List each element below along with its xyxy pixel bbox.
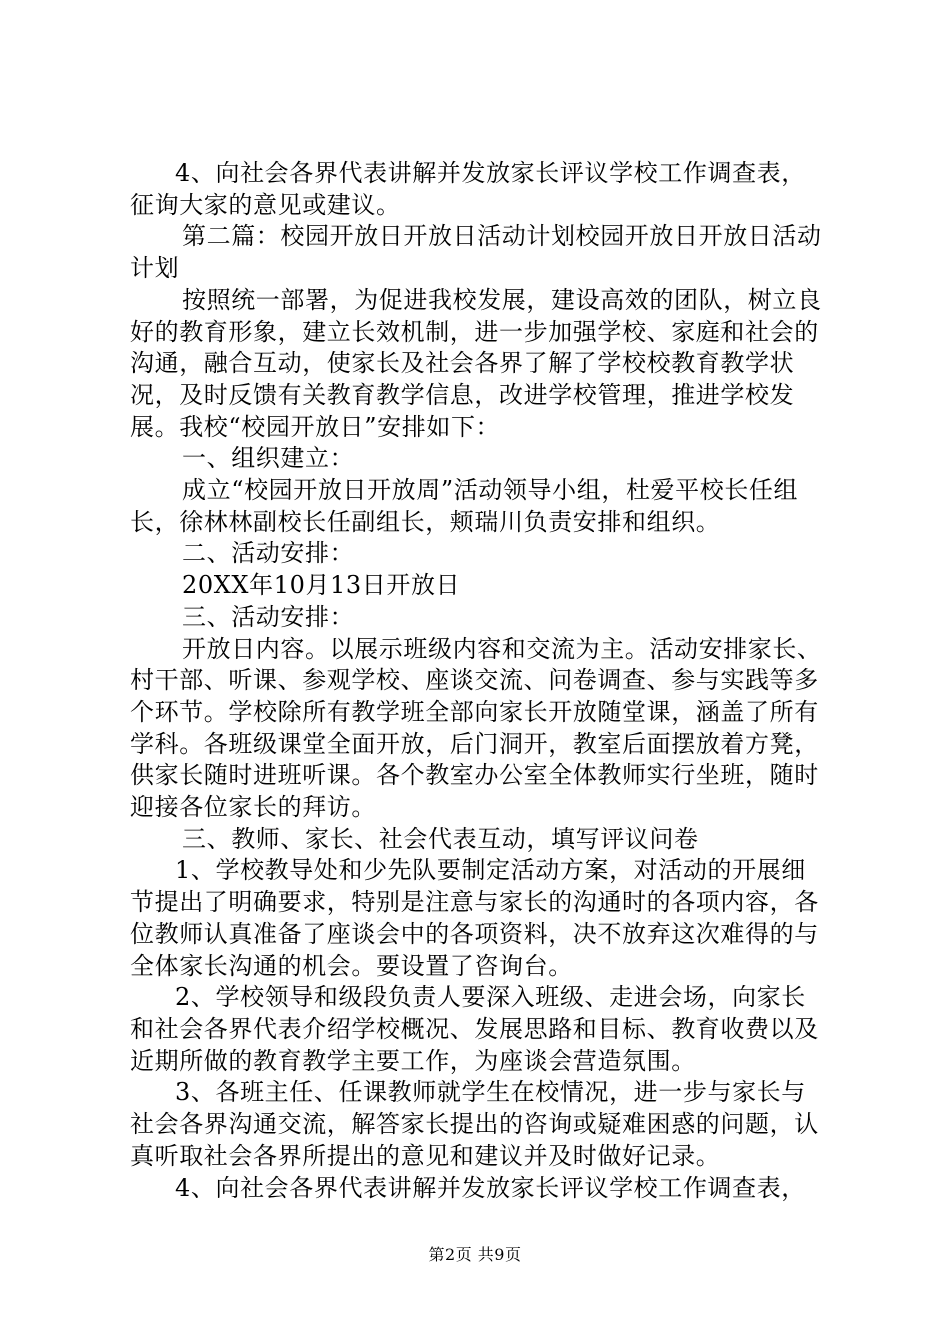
document-body	[130, 158, 830, 1204]
paragraph-open-day-date: 20XX年10月13日开放日	[182, 571, 461, 600]
heading-interaction: 三、教师、家长、社会代表互动，填写评议问卷	[182, 824, 699, 853]
paragraph-leadership-group: 成立“校园开放日开放周”活动领导小组，杜爱平校长任组长，徐林林副校长任副组长，颊瑞川负责安排和组织。	[130, 476, 799, 536]
paragraph-item-2: 2、学校领导和级段负责人要深入班级、走进会场，向家长和社会各界代表介绍学校概况、发展思路和目标、教育收费以及近期所做的教育教学主要工作，为座谈会营造氛围。	[130, 983, 819, 1075]
paragraph-item-4-intro: 4、向社会各界代表讲解并发放家长评议学校工作调查表，征询大家的意见或建议。	[130, 159, 806, 219]
page-number-footer: 第2页 共9页	[428, 1245, 522, 1264]
heading-activity-schedule: 二、活动安排：	[182, 539, 355, 568]
paragraph-item-1: 1、学校教导处和少先队要制定活动方案，对活动的开展细节提出了明确要求，特别是注意与家长的沟通时的各项内容，各位教师认真准备了座谈会中的各项资料，决不放弃这次难得的与全体家长沟通的机会。要设置了咨询台。	[130, 856, 819, 980]
paragraph-item-4: 4、向社会各界代表讲解并发放家长评议学校工作调查表，	[175, 1173, 806, 1202]
paragraph-overview: 按照统一部署，为促进我校发展，建设高效的团队，树立良好的教育形象，建立长效机制，进一步加强学校、家庭和社会的沟通，融合互动，使家长及社会各界了解了学校校教育教学状况，及时反馈有关教育教学信息，改进学校管理，推进学校发展。我校“校园开放日”安排如下：	[130, 285, 822, 441]
section-heading-part-two: 第二篇：校园开放日开放日活动计划校园开放日开放日活动计划	[130, 222, 822, 283]
heading-activity-arrangement: 三、活动安排：	[182, 602, 355, 631]
paragraph-open-day-content: 开放日内容。以展示班级内容和交流为主。活动安排家长、村干部、听课、参观学校、座谈交流、问卷调查、参与实践等多个环节。学校除所有教学班全部向家长开放随堂课，涵盖了所有学科。各班级课堂全面开放，后门洞开，教室后面摆放着方凳，供家长随时进班听课。各个教室办公室全体教师实行坐班，随时迎接各位家长的拜访。	[130, 634, 822, 822]
heading-organization: 一、组织建立：	[182, 444, 355, 473]
paragraph-item-3: 3、各班主任、任课教师就学生在校情况，进一步与家长与社会各界沟通交流，解答家长提出的咨询或疑难困惑的问题，认真听取社会各界所提出的意见和建议并及时做好记录。	[130, 1078, 819, 1170]
